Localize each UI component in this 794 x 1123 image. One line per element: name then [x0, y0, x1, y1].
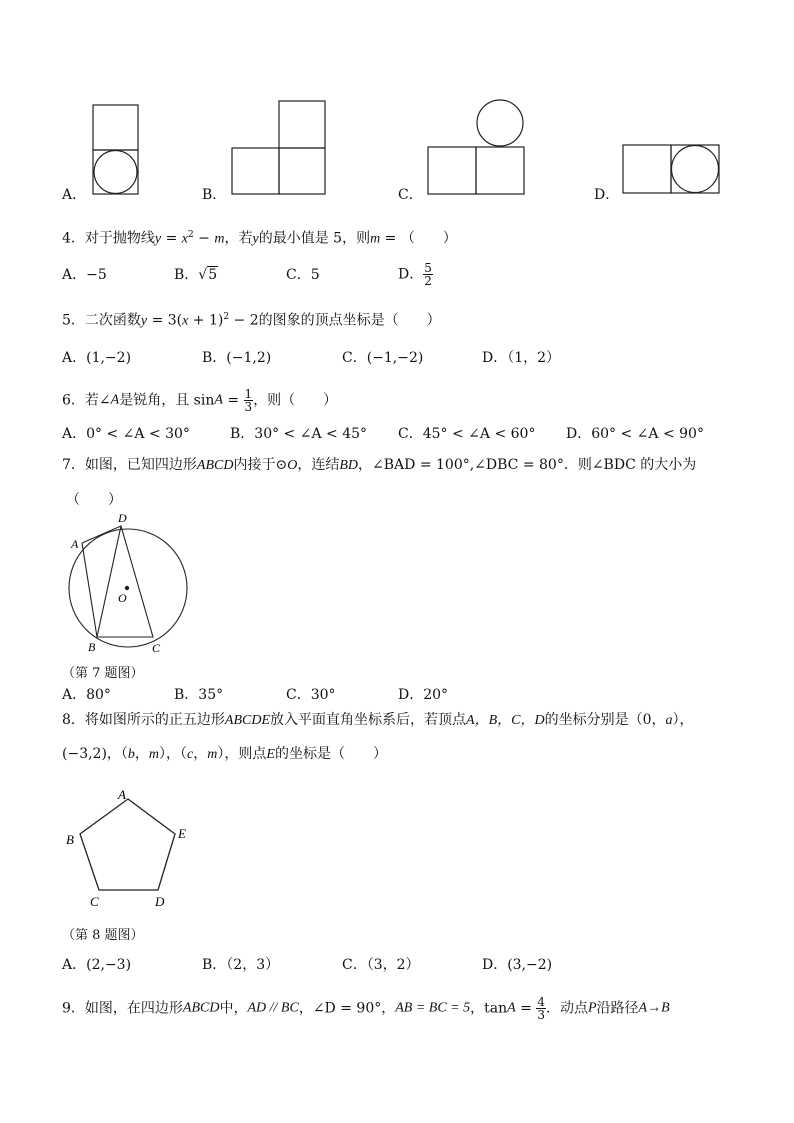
q4-option-d-label: D． [398, 266, 424, 283]
q5-option-a[interactable]: A．(1,−2) [62, 350, 132, 366]
q4-var-y: y [252, 231, 259, 247]
option-d-label[interactable]: D． [594, 187, 620, 203]
label-b: B [66, 832, 74, 847]
q7-line1: 7．如图，已知四边形 [62, 457, 197, 473]
option-b-label[interactable]: B． [202, 187, 227, 203]
q9-eq: = [515, 1000, 537, 1017]
q9-quad: ABCD [182, 1000, 220, 1016]
q8-var-c: c [187, 747, 194, 762]
q5-eq-y: y [140, 313, 148, 329]
option-a-label[interactable]: A． [62, 187, 87, 203]
q4-eq-x: x [181, 231, 188, 247]
label-c: C [152, 641, 161, 655]
q4-eq-m: m [214, 231, 225, 247]
q9-mid3: ，tan [470, 1000, 508, 1017]
q7-option-a[interactable]: A．80° [62, 687, 111, 703]
q8-var-m1: m [148, 747, 160, 762]
q9-denominator: 3 [537, 1008, 545, 1022]
question-9-stem [62, 996, 670, 1021]
option-b-figure [231, 100, 328, 196]
q4-eq-exp: 2 [188, 230, 194, 240]
q9-suffix: ．动点 [545, 1000, 588, 1017]
q5-eq-x: x [182, 313, 189, 329]
q4-option-b-label: B． [174, 267, 199, 283]
regular-pentagon-diagram [62, 784, 202, 910]
q8-option-d[interactable]: D．(3,−2) [482, 957, 553, 973]
q6-option-a[interactable]: A．0° < ∠A < 30° [62, 426, 190, 442]
q8-line1b: 放入平面直角坐标系后，若顶点 [270, 712, 467, 728]
q6-fraction [244, 388, 254, 413]
question-5-stem [62, 308, 441, 331]
q6-suffix: ，则（ ） [253, 392, 338, 409]
q8-option-a[interactable]: A．(2,−3) [62, 957, 132, 973]
q6-prefix: 6．若∠ [62, 392, 111, 409]
q9-prefix: 9．如图，在四边形 [62, 1000, 183, 1017]
q8-pentagon-figure [62, 784, 202, 910]
label-b: B [88, 640, 96, 654]
q7-option-b[interactable]: B．35° [174, 687, 224, 703]
q9-mid2: ，∠D = 90°， [298, 1000, 396, 1017]
q4-var-m: m [370, 231, 381, 247]
q7-figure-caption: （第 7 题图） [62, 666, 144, 681]
q7-line1d: ，∠BAD = 100°,∠DBC = 80°．则∠BDC 的大小为 [358, 457, 697, 473]
q4-option-d-denominator: 2 [424, 274, 432, 288]
q9-var-a: A [507, 1000, 516, 1016]
q5-option-b[interactable]: B．(−1,2) [202, 350, 272, 366]
q9-par: AD // BC [247, 1000, 299, 1016]
q5-option-d[interactable]: D．（1，2） [482, 350, 561, 366]
question-8-stem-line1 [62, 711, 694, 730]
q4-eq-minus: − [193, 230, 215, 247]
q6-mid1: 是锐角，且 sin [119, 392, 215, 409]
q8-line2a: (−3,2)，（ [62, 746, 128, 762]
q8-var-e: E [266, 747, 275, 762]
q6-option-b[interactable]: B．30° < ∠A < 45° [230, 426, 368, 442]
question-4-stem [62, 226, 457, 249]
q9-numerator: 4 [537, 995, 545, 1009]
q8-line2e: ），则点 [217, 746, 267, 762]
q4-option-a[interactable]: A．−5 [62, 267, 107, 283]
q8-figure-caption: （第 8 题图） [62, 928, 144, 943]
q7-quad: ABCD [196, 458, 234, 473]
q6-var-a: A [110, 392, 120, 408]
q9-fraction [536, 996, 546, 1021]
stacked-squares-circle-figure [92, 104, 140, 196]
q4-option-b-radicand: 5 [208, 267, 218, 283]
q5-eq-b: + 1) [188, 312, 224, 329]
question-7-answer-bracket: （ ） [66, 492, 122, 508]
q9-mid1: 中， [219, 1000, 248, 1017]
q8-line1c: 的坐标分别是（0， [544, 712, 666, 728]
q9-suffix2: 沿路径 [596, 1000, 639, 1017]
l-shape-squares-figure [231, 100, 328, 196]
q5-eq-a: = 3( [147, 312, 183, 329]
q5-prefix: 5．二次函数 [62, 312, 141, 329]
q8-var-b: b [127, 747, 135, 762]
q9-path: A→B [638, 1000, 670, 1016]
label-a: A [118, 787, 126, 802]
q4-eq-eq: = [161, 230, 182, 247]
label-a: A [71, 537, 79, 551]
label-e: E [178, 826, 186, 841]
q4-mid1: ，若 [224, 230, 253, 247]
option-a-figure [92, 104, 140, 196]
q4-eq-y: y [154, 231, 162, 247]
label-o: O [118, 591, 127, 605]
q8-pent: ABCDE [224, 713, 271, 728]
question-6-stem [62, 388, 337, 413]
q8-line2b: ， [134, 746, 149, 762]
q8-line1d: ）， [672, 712, 694, 728]
q8-option-c[interactable]: C．（3，2） [342, 957, 420, 973]
q5-suffix: 的图象的顶点坐标是（ ） [258, 312, 441, 329]
q8-line2f: 的坐标是（ ） [274, 746, 387, 762]
q5-eq-exp: 2 [223, 312, 230, 322]
q5-option-c[interactable]: C．(−1,−2) [342, 350, 424, 366]
q7-circle-figure [60, 510, 200, 658]
question-8-stem-line2 [62, 745, 387, 764]
q7-line1b: 内接于⊙ [233, 457, 288, 473]
q4-prefix: 4．对于抛物线 [62, 230, 155, 247]
q6-option-c[interactable]: C．45° < ∠A < 60° [398, 426, 536, 442]
side-by-side-squares-circle-figure [622, 144, 722, 196]
q7-option-c[interactable]: C．30° [286, 687, 336, 703]
center-dot-icon [125, 586, 129, 590]
q6-option-d[interactable]: D．60° < ∠A < 90° [566, 426, 704, 442]
label-d: D [155, 894, 165, 909]
q7-circ: O [287, 458, 298, 473]
q9-eqs: AB = BC = 5 [395, 1000, 471, 1016]
q8-option-b[interactable]: B．（2，3） [202, 957, 280, 973]
q4-option-c[interactable]: C．5 [286, 267, 320, 283]
q8-line2d: ， [193, 746, 208, 762]
option-c-label[interactable]: C． [398, 187, 423, 203]
option-c-figure [427, 99, 527, 196]
q8-var-m2: m [207, 747, 218, 762]
q4-option-d-fraction [423, 262, 433, 287]
q7-option-d[interactable]: D．20° [398, 687, 449, 703]
option-d-figure [622, 144, 722, 196]
q5-eq-c: − 2 [229, 312, 259, 329]
label-d: D [118, 511, 127, 525]
q6-var-a2: A [214, 392, 223, 408]
q4-mid2: 的最小值是 5，则 [258, 230, 371, 247]
q8-line1a: 8．将如图所示的正五边形 [62, 712, 225, 728]
q4-option-d[interactable] [398, 262, 433, 287]
q8-line2c: ），（ [159, 746, 188, 762]
q4-option-d-numerator: 5 [424, 261, 432, 275]
inscribed-quadrilateral-diagram [60, 510, 200, 658]
q7-line1c: ，连结 [297, 457, 340, 473]
q4-end: = （ ） [380, 230, 457, 247]
q8-pts: A，B，C，D [466, 713, 545, 728]
q8-var-a: a [665, 713, 673, 728]
squares-with-circle-on-top-figure [427, 99, 527, 196]
sqrt-icon: √ [198, 267, 208, 283]
q4-option-b[interactable] [174, 266, 218, 284]
question-7-stem-line1 [62, 456, 696, 475]
q6-numerator: 1 [244, 387, 253, 401]
label-c: C [90, 894, 99, 909]
q6-eq: = [222, 392, 244, 409]
q7-bd: BD [339, 458, 359, 473]
q9-var-p: P [587, 1000, 597, 1016]
q6-denominator: 3 [244, 400, 253, 414]
